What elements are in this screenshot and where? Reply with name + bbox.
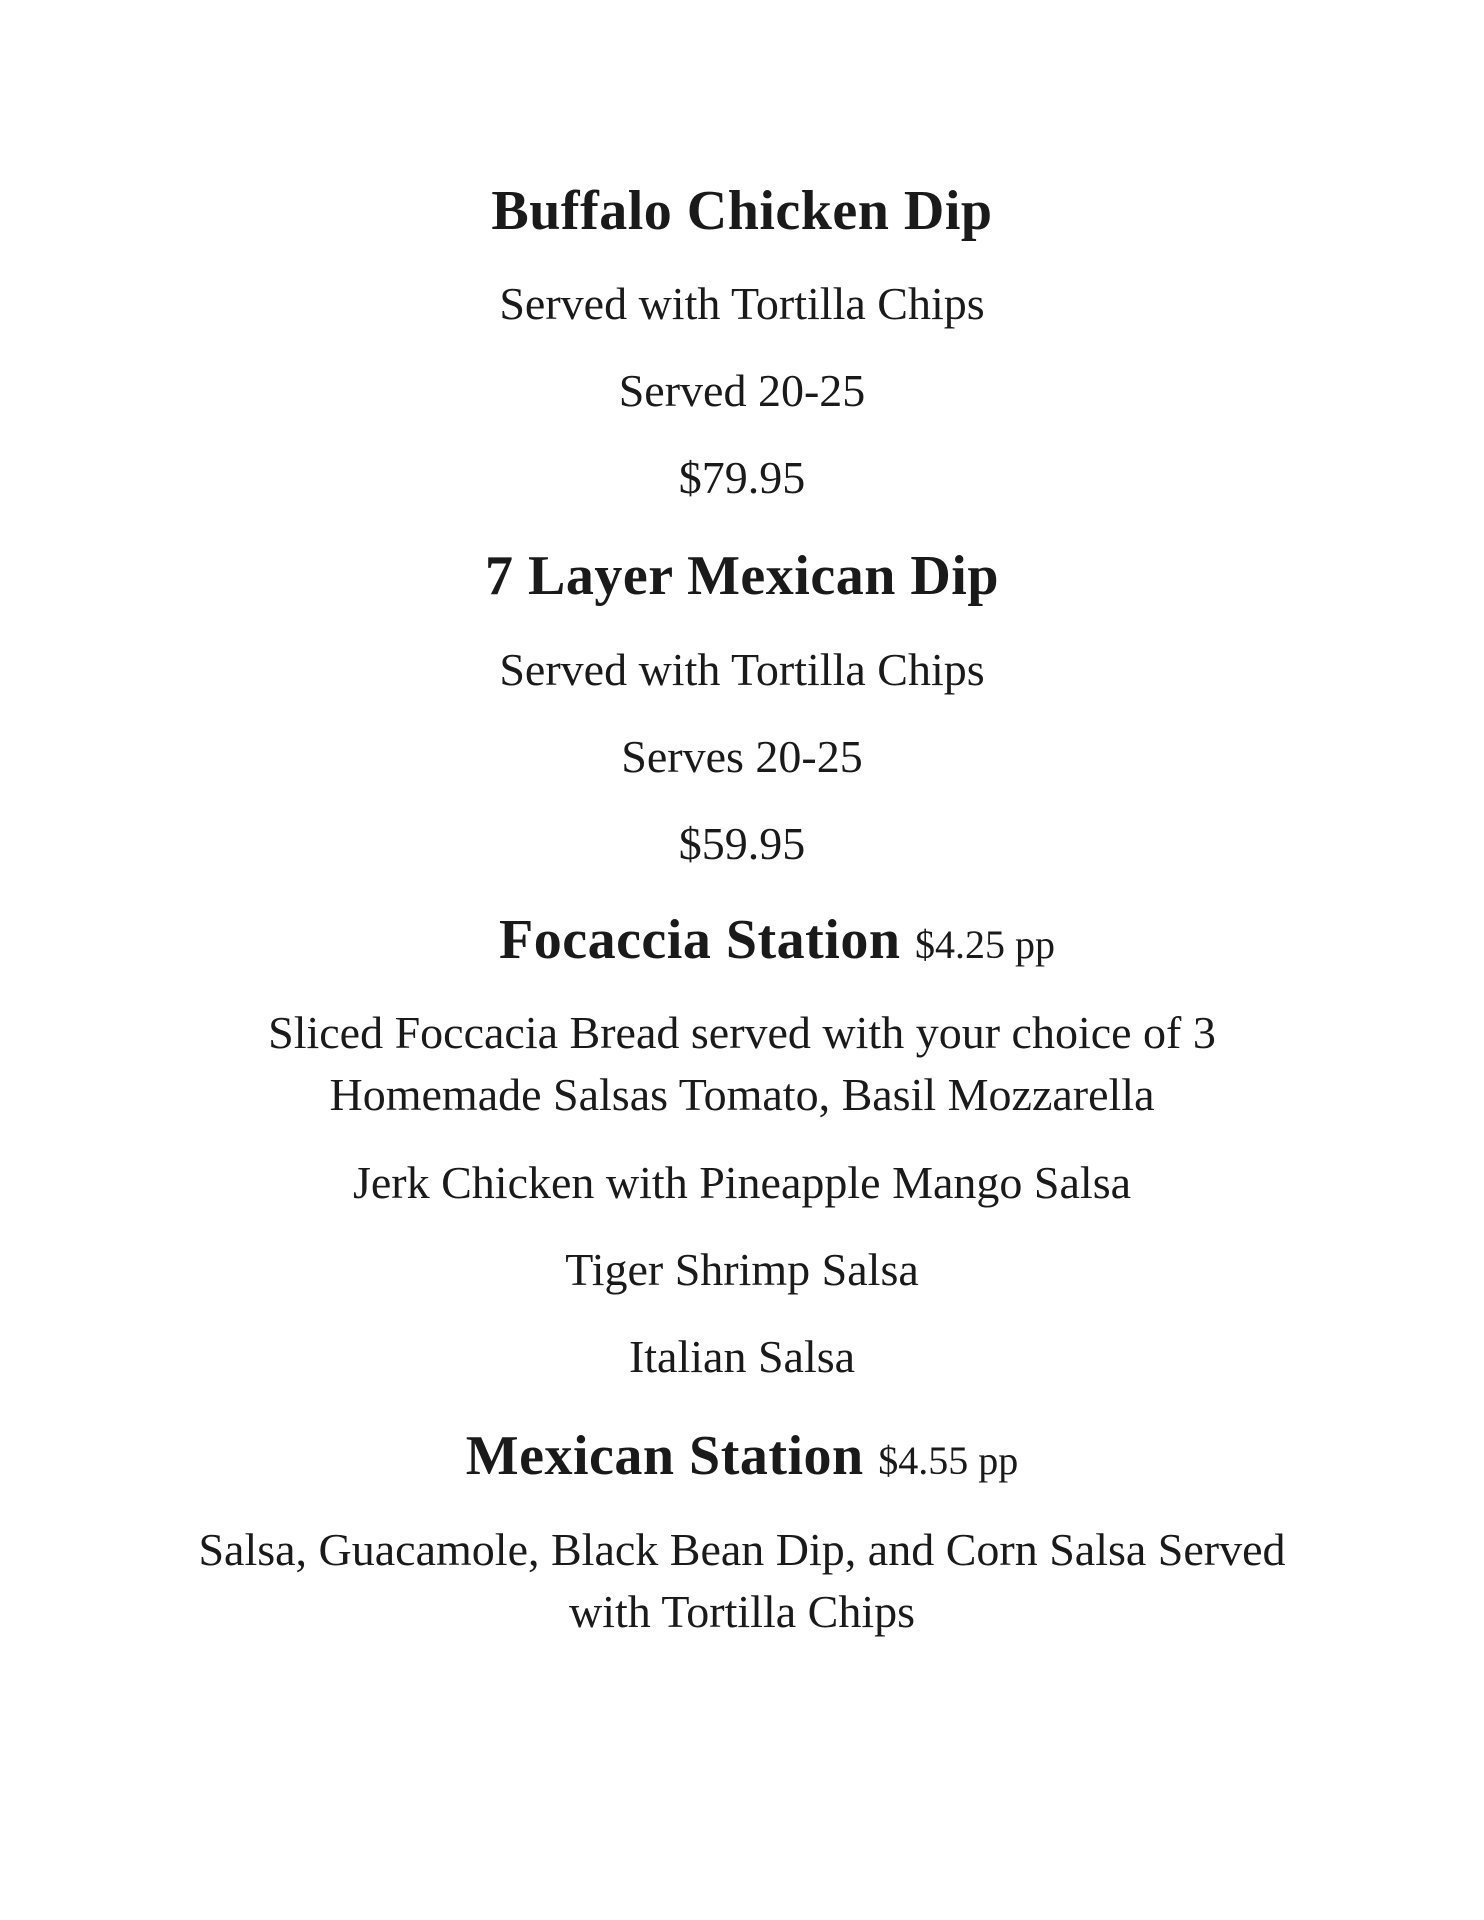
mexican-dip-title: 7 Layer Mexican Dip <box>485 545 999 607</box>
focaccia-option-jerk-chicken: Jerk Chicken with Pineapple Mango Salsa <box>352 1157 1132 1208</box>
mexican-station-title: Mexican Station <box>465 1425 864 1487</box>
focaccia-station-title: Focaccia Station <box>499 909 901 971</box>
buffalo-chicken-dip-serves: Served 20-25 <box>618 365 866 416</box>
focaccia-station-price: $4.25 pp <box>914 922 1055 967</box>
mexican-station-heading <box>0 1425 1484 1487</box>
mexican-station-description-line1: Salsa, Guacamole, Black Bean Dip, and Corn Salsa Served <box>198 1524 1286 1575</box>
focaccia-description-line2: Homemade Salsas Tomato, Basil Mozzarella <box>329 1069 1155 1120</box>
mexican-station-price: $4.55 pp <box>878 1438 1019 1483</box>
buffalo-chicken-dip-description: Served with Tortilla Chips <box>499 278 985 329</box>
mexican-dip-serves: Serves 20-25 <box>621 731 863 782</box>
focaccia-option-tiger-shrimp: Tiger Shrimp Salsa <box>565 1244 919 1295</box>
focaccia-station-heading <box>0 909 1484 971</box>
mexican-station-description-line2: with Tortilla Chips <box>568 1586 916 1637</box>
buffalo-chicken-dip-price: $79.95 <box>678 452 806 503</box>
mexican-dip-description: Served with Tortilla Chips <box>499 644 985 695</box>
mexican-dip-price: $59.95 <box>678 818 806 869</box>
focaccia-description-line1: Sliced Foccacia Bread served with your choice of 3 <box>268 1007 1216 1058</box>
buffalo-chicken-dip-title: Buffalo Chicken Dip <box>491 180 993 242</box>
focaccia-option-italian: Italian Salsa <box>628 1331 856 1382</box>
